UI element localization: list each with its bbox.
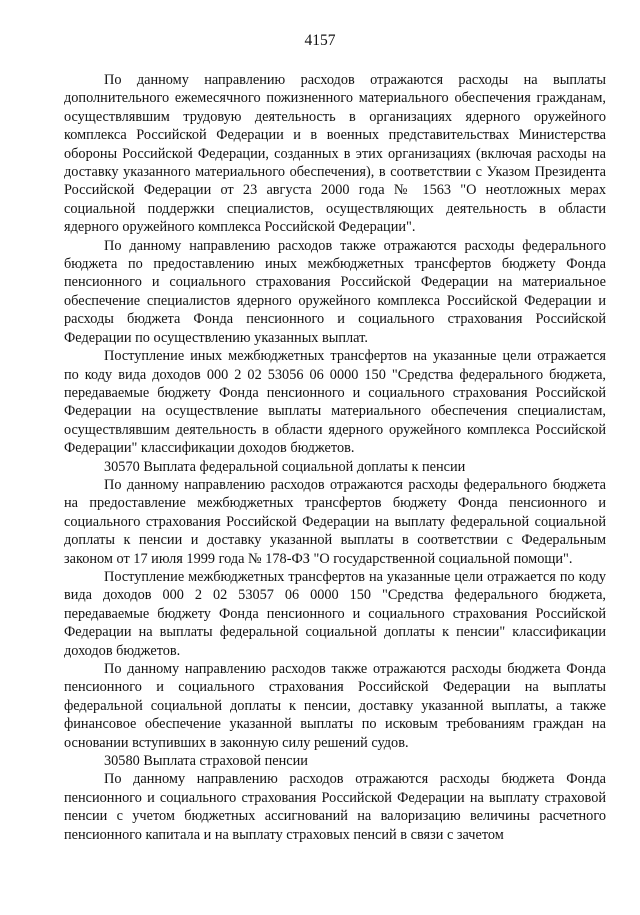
- paragraph-income-code-53056: Поступление иных межбюджетных трансфертов на указанные цели отражается по коду вида доходов 000 2 02 53056 06 0000 150 "Средства федерального бюджета, передаваемые бюджету Фонда пенсионного и социального страхования Российской Федерации на осуществление выплаты материального обеспечения специалистам, осуществлявшим деятельность в области ядерного оружейного комплекса Российской Федерации" классификации доходов бюджетов.: [64, 348, 606, 457]
- section-heading-30580: 30580 Выплата страховой пенсии: [104, 753, 308, 770]
- paragraph-insurance-pension: По данному направлению расходов отражаются расходы бюджета Фонда пенсионного и социального страхования Российской Федерации на выплату страховой пенсии с учетом бюджетных ассигнований на валоризацию величины расчетного пенсионного капитала и на выплату страховых пенсий в связи с зачетом: [64, 771, 606, 843]
- page-number: 4157: [304, 32, 336, 49]
- paragraph-income-code-53057: Поступление межбюджетных трансфертов на указанные цели отражается по коду вида доходов 000 2 02 53057 06 0000 150 "Средства федерального бюджета, передаваемые бюджету Фонда пенсионного и социального страхования Российской Федерации на выплаты федеральной социальной доплаты к пенсии" классификации доходов бюджетов.: [64, 568, 606, 659]
- document-body: [64, 71, 606, 844]
- paragraph-additional-material-support: По данному направлению расходов отражаются расходы на выплаты дополнительного ежемесячного пожизненного материального обеспечения гражданам, осуществлявшим трудовую деятельность в организациях ядерного оружейного комплекса Российской Федерации и в военных представительствах Министерства обороны Российской Федерации, созданных в этих организациях (включая расходы на доставку указанного материального обеспечения), в соответствии с Указом Президента Российской Федерации от 23 августа 2000 года № 1563 "О неотложных мерах социальной поддержки специалистов, осуществляющих деятельность в области ядерного оружейного комплекса Российской Федерации".: [64, 72, 606, 236]
- section-heading-30570: 30570 Выплата федеральной социальной доплаты к пенсии: [104, 458, 466, 475]
- paragraph-federal-social-supplement: По данному направлению расходов отражаются расходы федерального бюджета на предоставление межбюджетных трансфертов бюджету Фонда пенсионного и социального страхования Российской Федерации на выплату федеральной социальной доплаты к пенсии и доставку указанной выплаты в соответствии с Федеральным законом от 17 июля 1999 года № 178-ФЗ "О государственной социальной помощи".: [64, 476, 606, 567]
- paragraph-interbudget-transfers-nuclear: По данному направлению расходов также отражаются расходы федерального бюджета по предоставлению иных межбюджетных трансфертов бюджету Фонда пенсионного и социального страхования Российской Федерации на материальное обеспечение специалистов ядерного оружейного комплекса Российской Федерации и расходы бюджета Фонда пенсионного и социального страхования Российской Федерации по осуществлению указанных выплат.: [64, 237, 606, 346]
- paragraph-fund-expenses-supplement: По данному направлению расходов также отражаются расходы бюджета Фонда пенсионного и социального страхования Российской Федерации на выплаты федеральной социальной доплаты к пенсии, доставку указанной выплаты, а также финансовое обеспечение указанной выплаты по исковым требованиям граждан на основании вступивших в законную силу решений судов.: [64, 661, 606, 751]
